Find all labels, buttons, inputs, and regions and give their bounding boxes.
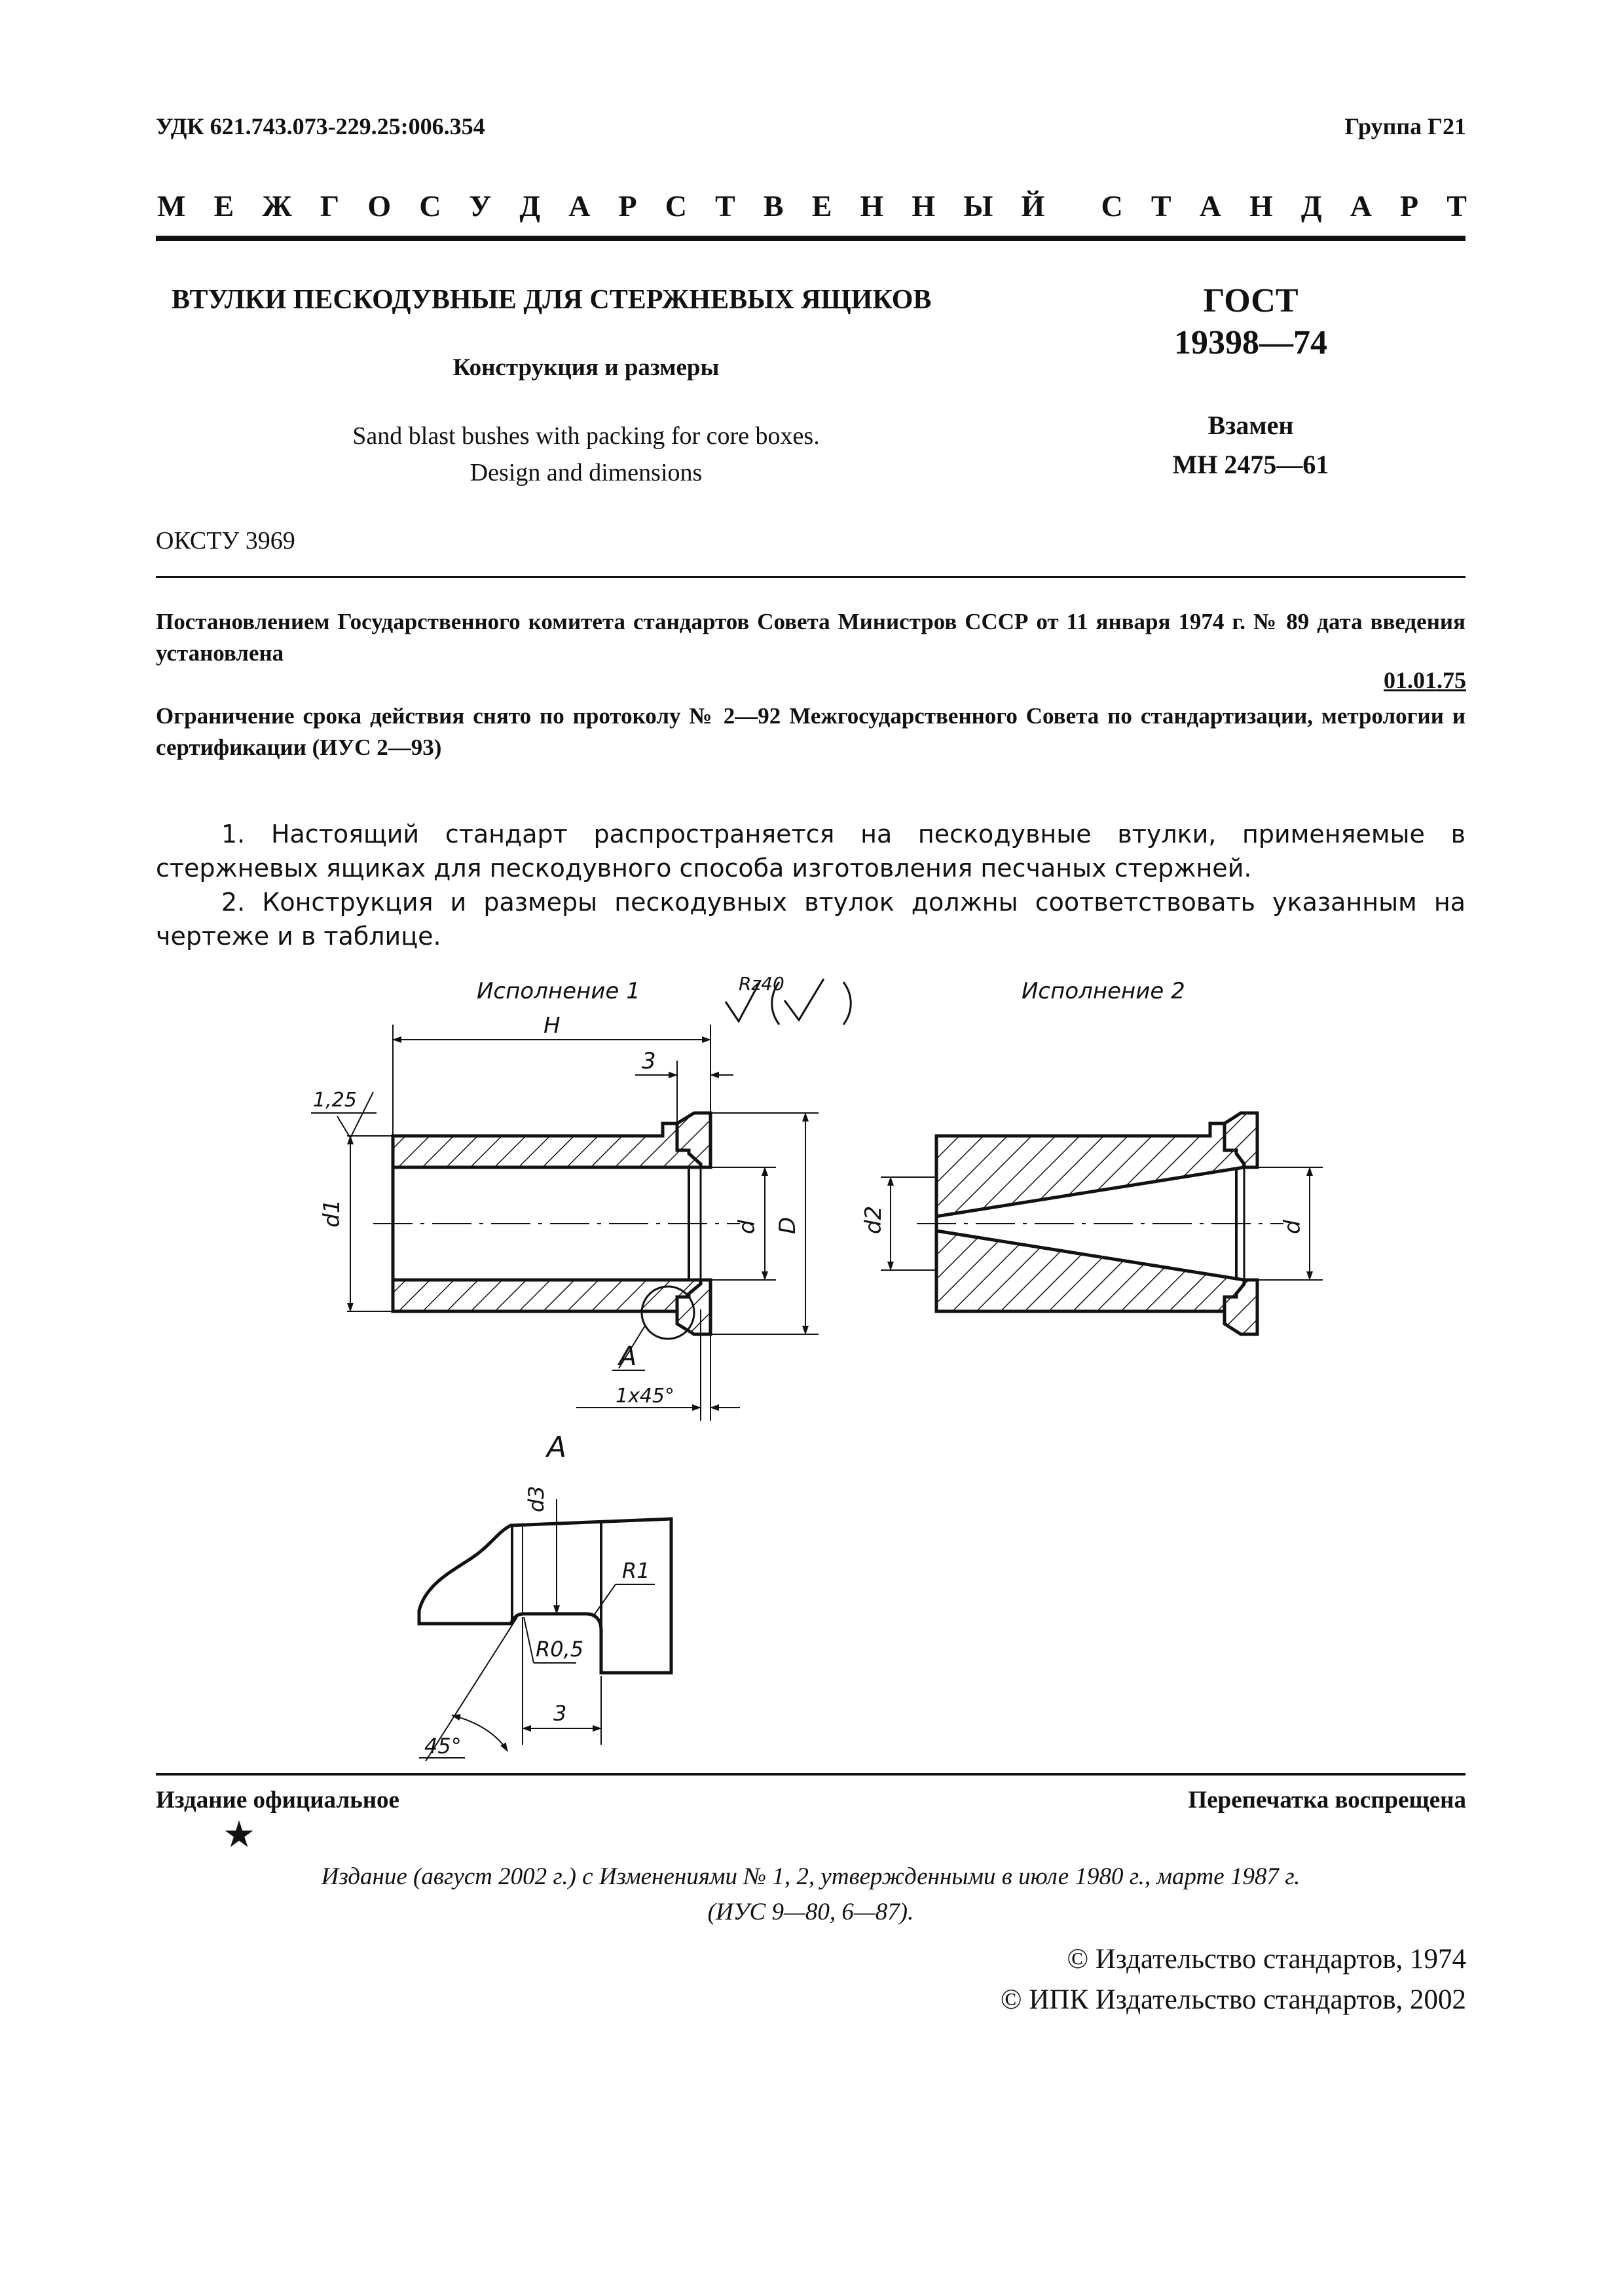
effective-date: 01.01.75 bbox=[1384, 667, 1466, 693]
heading-letter: Г bbox=[320, 189, 340, 223]
heading-letter: Е bbox=[811, 189, 832, 223]
dim-d2-label: d2 bbox=[860, 1205, 887, 1234]
heading-letter: Н bbox=[1249, 189, 1273, 223]
detail-a-marker: A bbox=[619, 1341, 637, 1372]
detail-a-title: A bbox=[547, 1430, 567, 1464]
copyright-2: © ИПК Издательство стандартов, 2002 bbox=[1000, 1984, 1466, 2015]
udk-code: УДК 621.743.073-229.25:006.354 bbox=[156, 113, 485, 139]
okstu-code: ОКСТУ 3969 bbox=[156, 527, 295, 555]
heading-letter: Р bbox=[1400, 189, 1419, 223]
v1-top-wall bbox=[393, 1123, 701, 1167]
copyright-1: © Издательство стандартов, 1974 bbox=[1067, 1944, 1466, 1975]
heading-letter: М bbox=[157, 189, 186, 223]
dim-h-label: H bbox=[544, 1013, 561, 1039]
radius-r1-label: R1 bbox=[622, 1558, 650, 1583]
heading-letter: Т bbox=[715, 189, 735, 223]
heading-letter: Д bbox=[1300, 189, 1322, 223]
angle-45-label: 45° bbox=[424, 1734, 462, 1758]
paragraph-2-text: 2. Конструкция и размеры пескодувных втулок должны соответствовать указанным на чертеже и в таблице. bbox=[156, 888, 1465, 951]
heading-letter: А bbox=[568, 189, 591, 223]
roughness-local-label: 1,25 bbox=[313, 1089, 357, 1112]
detail-dim-3-label: 3 bbox=[553, 1701, 567, 1726]
v1-bottom-wall bbox=[393, 1280, 701, 1311]
footer-rule bbox=[156, 1773, 1465, 1776]
dim-d-v2-label: d bbox=[1280, 1220, 1306, 1234]
heading-letter: С bbox=[419, 189, 441, 223]
variant-1-label: Исполнение 1 bbox=[477, 978, 640, 1004]
heading-letter: Ы bbox=[963, 189, 993, 223]
limitation-text: Ограничение срока действия снято по протоколу № 2—92 Межгосударственного Совета по стандартизации, метрологии и сертификации (ИУС 2—93) bbox=[156, 703, 1465, 760]
heading-letter: В bbox=[763, 189, 784, 223]
gost-number: 19398—74 bbox=[1174, 324, 1327, 361]
heading-letter: Т bbox=[1151, 189, 1171, 223]
heading-letter: А bbox=[1350, 189, 1372, 223]
group-code: Группа Г21 bbox=[1344, 113, 1466, 139]
edition-line-1: Издание (август 2002 г.) с Изменениями № 1, 2, утвержденными в июле 1980 г., марте 1987 г. bbox=[321, 1863, 1300, 1890]
heading-letter: Д bbox=[519, 189, 541, 223]
heading-letter: Е bbox=[213, 189, 234, 223]
gost-label: ГОСТ bbox=[1203, 282, 1299, 319]
heading-letter: Й bbox=[1021, 189, 1045, 223]
chamfer-label: 1x45° bbox=[616, 1385, 675, 1408]
heading-letter: Т bbox=[1447, 189, 1467, 223]
document-subtitle: Конструкция и размеры bbox=[452, 354, 720, 381]
radius-r05-label: R0,5 bbox=[536, 1637, 584, 1662]
heading-letter: А bbox=[1199, 189, 1221, 223]
heading-letter: Н bbox=[860, 189, 884, 223]
heading-letter: Ж bbox=[262, 189, 292, 223]
edition-line-2: (ИУС 9—80, 6—87). bbox=[707, 1899, 914, 1925]
english-title-line1: Sand blast bushes with packing for core boxes. bbox=[352, 422, 820, 450]
replaces-number: МН 2475—61 bbox=[1172, 450, 1329, 479]
heading-letter: С bbox=[665, 189, 687, 223]
v2-top-wall bbox=[936, 1123, 1244, 1216]
star-icon: ★ bbox=[223, 1813, 256, 1856]
paragraph-1-text: 1. Настоящий стандарт распространяется на пескодувные втулки, применяемые в стержневых ящиках для пескодувного способа изготовления песчаных стержней. bbox=[156, 820, 1465, 883]
heading-letter: Н bbox=[912, 189, 936, 223]
v2-bottom-wall bbox=[936, 1231, 1244, 1311]
roughness-rz-label: Rz40 bbox=[739, 973, 784, 994]
dim-d1-label: d1 bbox=[319, 1199, 345, 1228]
official-edition: Издание официальное bbox=[156, 1787, 399, 1813]
reprint-notice: Перепечатка воспрещена bbox=[1188, 1787, 1466, 1813]
variant-2-label: Исполнение 2 bbox=[1022, 978, 1185, 1004]
dim-d-label: d bbox=[734, 1220, 760, 1234]
dim-d3-label: d3 bbox=[524, 1485, 549, 1512]
decree-text: Постановлением Государственного комитета стандартов Совета Министров СССР от 11 января 1974 г. № 89 дата введения установлена bbox=[156, 609, 1465, 666]
document-title: ВТУЛКИ ПЕСКОДУВНЫЕ ДЛЯ СТЕРЖНЕВЫХ ЯЩИКОВ bbox=[172, 285, 932, 315]
variant-2-drawing bbox=[881, 1113, 1323, 1334]
dim-D-label: D bbox=[775, 1216, 801, 1234]
detail-a-drawing bbox=[419, 1499, 671, 1761]
edition-info bbox=[156, 1859, 1465, 1930]
english-title-line2: Design and dimensions bbox=[470, 459, 703, 486]
dim-3-label: 3 bbox=[642, 1048, 656, 1074]
heading-letter: Р bbox=[618, 189, 637, 223]
heading-letter: О bbox=[367, 189, 392, 223]
replaces-label: Взамен bbox=[1207, 410, 1294, 440]
heading-letter: С bbox=[1101, 189, 1123, 223]
copyright-block bbox=[1001, 1939, 1466, 2020]
variant-1-drawing bbox=[311, 979, 851, 1421]
heading-letter: У bbox=[469, 189, 492, 223]
